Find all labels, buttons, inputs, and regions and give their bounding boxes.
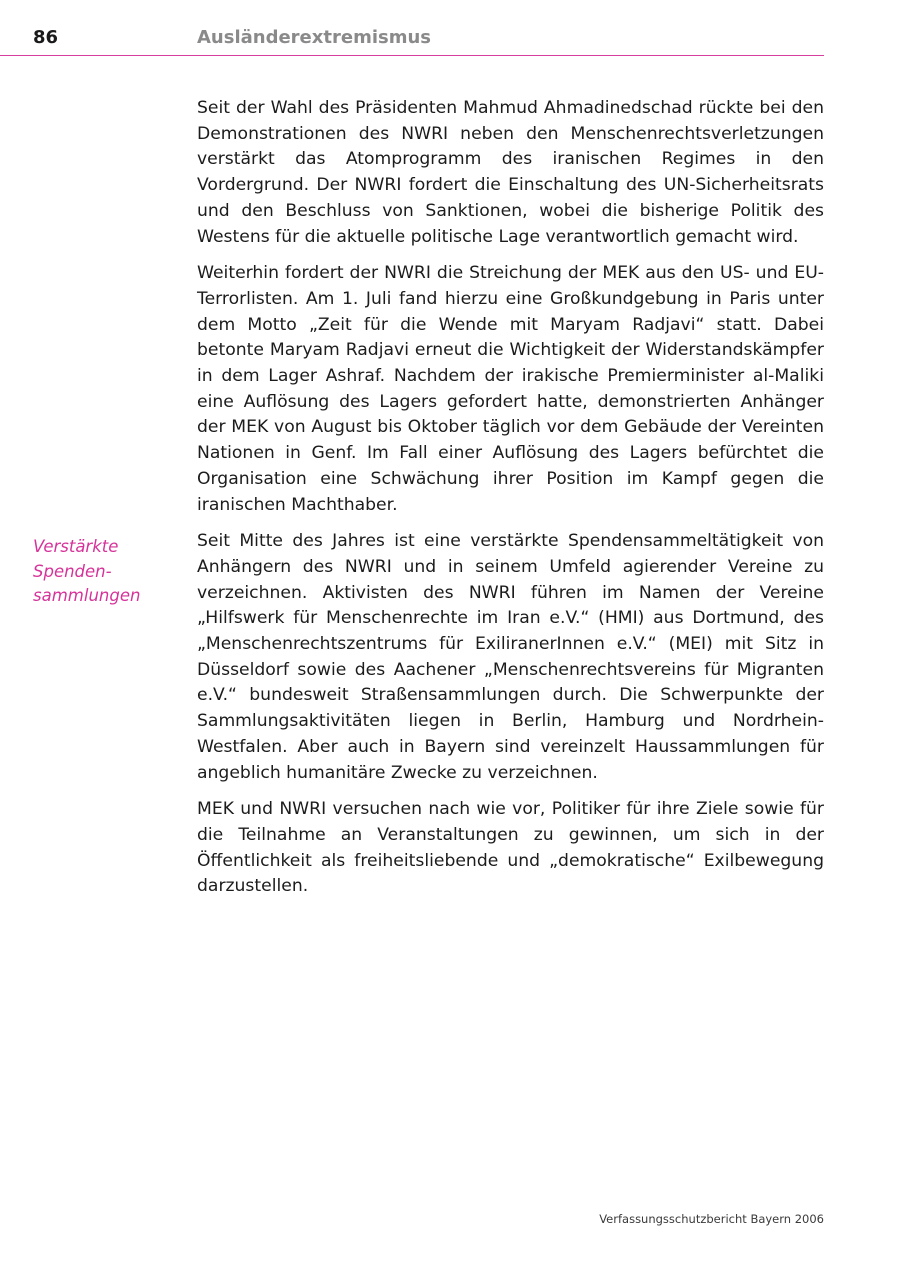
header-divider	[0, 55, 824, 56]
running-title: Ausländerextremismus	[197, 27, 431, 48]
margin-note	[33, 535, 173, 609]
paragraph: Weiterhin fordert der NWRI die Streichung der MEK aus den US- und EU-Terrorlisten. Am 1. Juli fand hierzu eine Großkundgebung in Paris unter dem Motto „Zeit für die Wende mit Maryam Radjavi“ statt. Dabei betonte Maryam Radjavi erneut die Wichtigkeit der Widerstandskämpfer in dem Lager Ashraf. Nachdem der irakische Premierminister al-Maliki eine Auflösung des Lagers gefordert hatte, demonstrierten Anhänger der MEK von August bis Oktober täglich vor dem Gebäude der Vereinten Nationen in Genf. Im Fall einer Auflösung des Lagers befürchtet die Organisation eine Schwächung ihrer Position im Kampf gegen die iranischen Machthaber.	[197, 263, 824, 515]
page-footer: Verfassungsschutzbericht Bayern 2006	[599, 1212, 824, 1226]
body-text	[197, 96, 824, 911]
page-number: 86	[33, 27, 59, 48]
paragraph: Seit der Wahl des Präsidenten Mahmud Ahmadinedschad rückte bei den Demonstrationen des NWRI neben den Menschenrechtsverletzungen verstärkt das Atomprogramm des iranischen Regimes in den Vordergrund. Der NWRI fordert die Einschaltung des UN-Sicherheitsrats und den Beschluss von Sanktionen, wobei die bisherige Politik des Westens für die aktuelle politische Lage verantwortlich gemacht wird.	[197, 98, 824, 247]
margin-note-line: sammlungen	[33, 586, 141, 605]
margin-note-line: Spenden-	[33, 561, 112, 581]
paragraph: MEK und NWRI versuchen nach wie vor, Politiker für ihre Ziele sowie für die Teilnahme an Veranstaltungen zu gewinnen, um sich in der Öffentlichkeit als freiheitsliebende und „demokratische“ Exilbewegung darzustellen.	[197, 799, 824, 897]
paragraph: Seit Mitte des Jahres ist eine verstärkte Spendensammeltätigkeit von Anhängern des NWRI und in seinem Umfeld agierender Vereine zu verzeichnen. Aktivisten des NWRI führen im Namen der Vereine „Hilfswerk für Menschenrechte im Iran e.V.“ (HMI) aus Dortmund, des „Menschenrechtszentrums für ExiliranerInnen e.V.“ (MEI) mit Sitz in Düsseldorf sowie des Aachener „Menschenrechtsvereins für Migranten e.V.“ bundesweit Straßensammlungen durch. Die Schwerpunkte der Sammlungsaktivitäten liegen in Berlin, Hamburg und Nordrhein-Westfalen. Aber auch in Bayern sind vereinzelt Haussammlungen für angeblich humanitäre Zwecke zu verzeichnen.	[197, 531, 824, 783]
margin-note-line: Verstärkte	[33, 537, 119, 556]
